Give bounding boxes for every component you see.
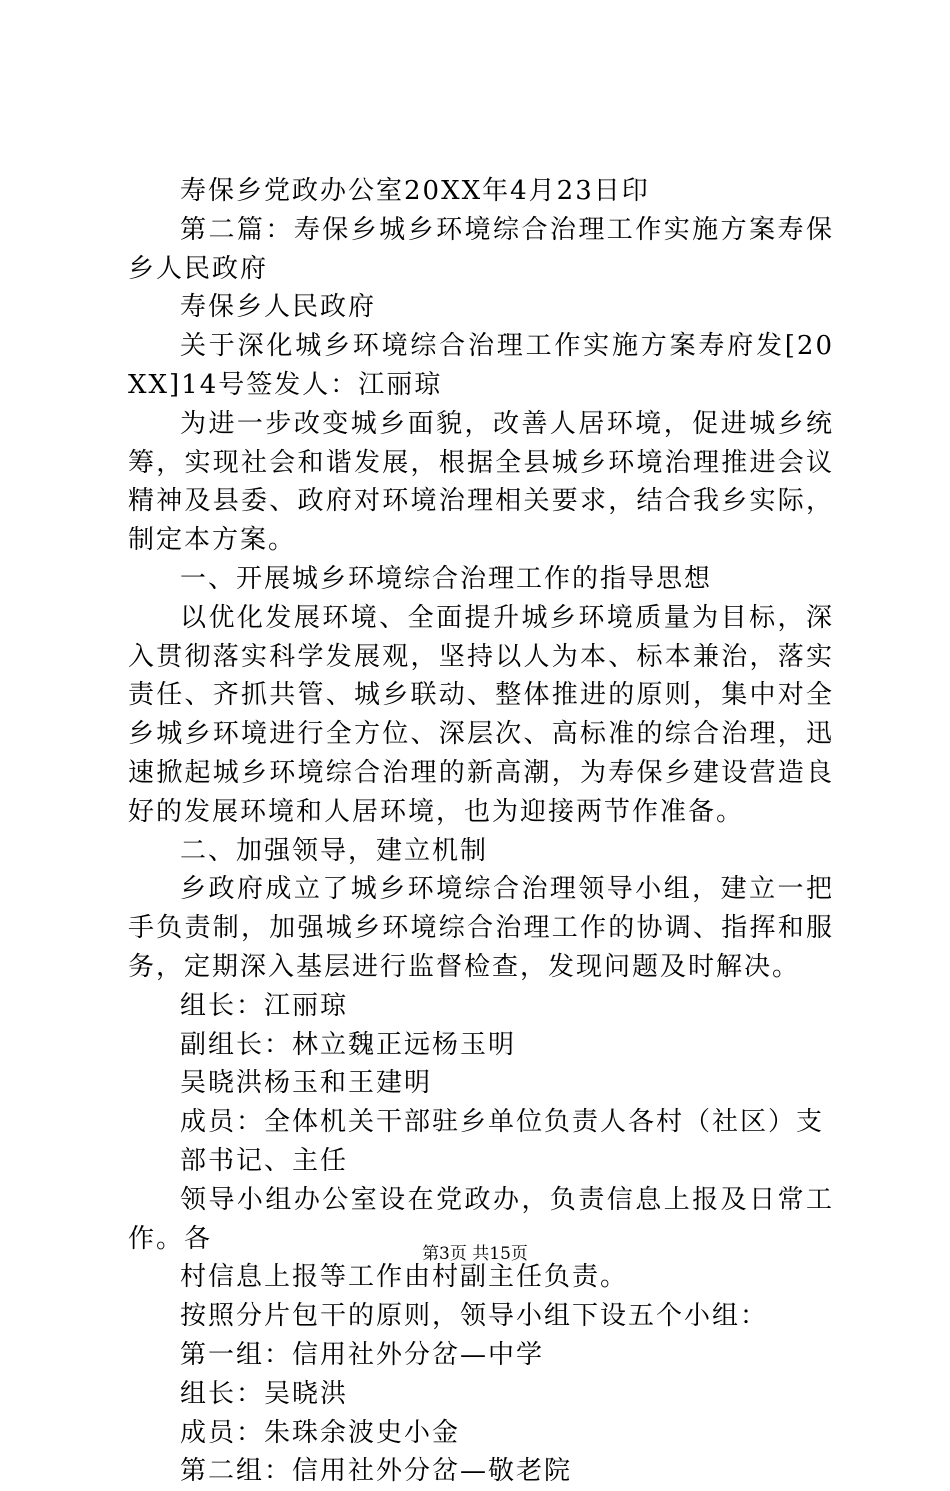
paragraph-village-reporting: 村信息上报等工作由村副主任负责。 (180, 1262, 629, 1293)
paragraph-office: 领导小组办公室设在党政办，负责信息上报及日常工作。各 (128, 1184, 834, 1254)
paragraph-members: 成员：全体机关干部驻乡单位负责人各村（社区）支 (180, 1107, 825, 1138)
paragraph-leadership: 乡政府成立了城乡环境综合治理领导小组，建立一把手负责制，加强城乡环境综合治理工作的协调、指挥和服务，定期深入基层进行监督检查，发现问题及时解决。 (128, 874, 834, 982)
paragraph-members-cont: 部书记、主任 (180, 1145, 349, 1176)
paragraph-issuer: 寿保乡人民政府 (180, 292, 377, 323)
paragraph-group-1: 第一组：信用社外分岔—中学 (180, 1339, 545, 1370)
paragraph-deputy-leaders-cont: 吴晓洪杨玉和王建明 (180, 1068, 433, 1099)
paragraph-group-leader: 组长：江丽琼 (180, 990, 349, 1021)
heading-section-1: 一、开展城乡环境综合治理工作的指导思想 (180, 563, 713, 594)
paragraph-intro: 为进一步改变城乡面貌，改善人居环境，促进城乡统筹，实现社会和谐发展，根据全县城乡环境治理推进会议精神及县委、政府对环境治理相关要求，结合我乡实际，制定本方案。 (128, 408, 834, 556)
page-number-footer: 第3页 共15页 (422, 1244, 528, 1264)
paragraph-guiding-ideology: 以优化发展环境、全面提升城乡环境质量为目标，深入贯彻落实科学发展观，坚持以人为本、标本兼治，落实责任、齐抓共管、城乡联动、整体推进的原则，集中对全乡城乡环境进行全方位、深层次、高标准的综合治理，迅速掀起城乡环境综合治理的新高潮，为寿保乡建设营造良好的发展环境和人居环境，也为迎接两节作准备。 (128, 602, 834, 827)
paragraph-subgroups-intro: 按照分片包干的原则，领导小组下设五个小组： (180, 1301, 769, 1332)
paragraph-chapter-title: 第二篇：寿保乡城乡环境综合治理工作实施方案寿保乡人民政府 (128, 214, 834, 284)
paragraph-document-title: 关于深化城乡环境综合治理工作实施方案寿府发[20XX]14号签发人：江丽琼 (128, 331, 834, 400)
document-body (128, 172, 834, 1491)
paragraph-group-2: 第二组：信用社外分岔—敬老院 (180, 1456, 573, 1487)
heading-section-2: 二、加强领导，建立机制 (180, 835, 489, 866)
paragraph-deputy-leaders: 副组长：林立魏正远杨玉明 (180, 1029, 517, 1060)
paragraph-group-1-leader: 组长：吴晓洪 (180, 1378, 349, 1409)
paragraph-group-1-members: 成员：朱珠余波史小金 (180, 1417, 461, 1448)
paragraph-issuer-date: 寿保乡党政办公室20XX年4月23日印 (180, 176, 650, 206)
